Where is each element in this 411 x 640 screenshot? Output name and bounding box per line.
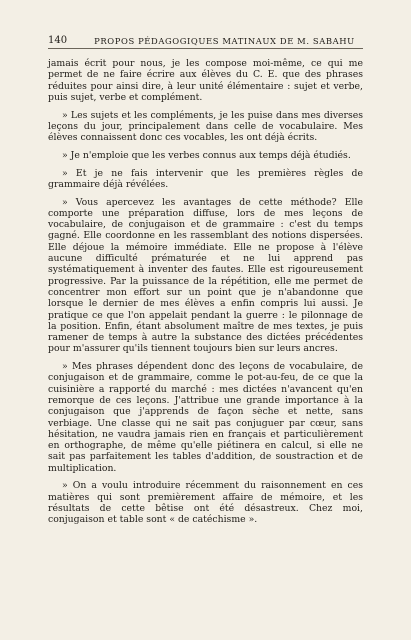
paragraph: » Vous apercevez les avantages de cette méthode? Elle comporte une préparation diffuse, lors de mes leçons de vocabulaire, de conjugaison et de grammaire : c'est du temps gagné. Elle coordonne en les rassemblant des notions dispersées. Elle déjoue la mémoire immédiate. Elle ne propose à l'élève aucune difficulté prématurée et ne lui apprend pas systématiquement à inventer des fautes. Elle est rigoureusement progressive. Par la puissance de la répétition, elle me permet de concentrer mon effort sur un point que je n'abandonne que lorsque le dernier de mes élèves a enfin compris lui aussi. Je pratique ce que l'on appelait pendant la guerre : le pilonnage de la position. Enfin, étant absolument maître de mes textes, je puis ramener de temps à autre la substance des dictées précédentes pour m'assurer qu'ils tiennent toujours bien sur leurs ancres. (48, 196, 363, 355)
running-header (48, 34, 363, 49)
page-number: 140 (48, 35, 68, 46)
paragraph: » On a voulu introduire récemment du raisonnement en ces matières qui sont premièrement affaire de mémoire, et les résultats de cette bêtise ont été désastreux. Chez moi, conjugaison et table sont « de catéchisme ». (48, 480, 363, 526)
paragraph: » Et je ne fais intervenir que les premières règles de grammaire déjà révélées. (48, 167, 363, 190)
paragraph: » Les sujets et les compléments, je les puise dans mes diverses leçons du jour, principalement dans celle de vocabulaire. Mes élèves connaissent donc ces vocables, les ont déjà écrits. (48, 109, 363, 144)
paragraph: » Je n'emploie que les verbes connus aux temps déjà étudiés. (62, 149, 351, 161)
body-text (48, 58, 363, 532)
paragraph: » Mes phrases dépendent donc des leçons de vocabulaire, de conjugaison et de grammaire, comme le pot-au-feu, de ce que la cuisinière a rapporté du marché : mes dictées n'avancent qu'en remorque de ces leçons. J'attribue une grande importance à la conjugaison que j'apprends de façon sèche et nette, sans verbiage. Une classe qui ne sait pas conjuguer par cœur, sans hésitation, ne vaudra jamais rien en français et particulièrement en orthographe, de même qu'elle piétinera en calcul, si elle ne sait pas parfaitement les tables d'addition, de soustraction et de multiplication. (48, 361, 363, 474)
running-title: PROPOS PÉDAGOGIQUES MATINAUX DE M. SABAHU (94, 36, 355, 46)
paragraph: jamais écrit pour nous, je les compose moi-même, ce qui me permet de ne faire écrire aux élèves du C. E. que des phrases réduites pour ainsi dire, à leur unité élémentaire : sujet et verbe, puis sujet, verbe et complément. (48, 58, 363, 103)
